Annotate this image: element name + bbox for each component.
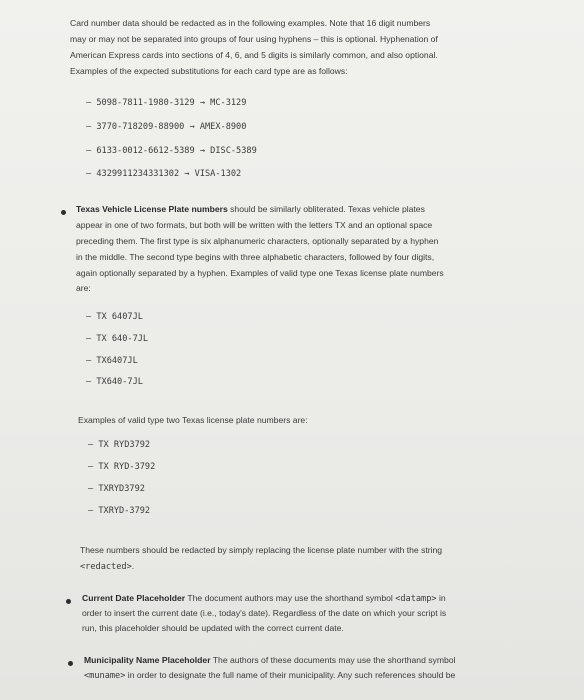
plates-redact-line (80, 559, 134, 575)
plate-example: – TX 6407JL (86, 312, 143, 322)
datamp-token: <datamp> (395, 594, 437, 604)
card-example: – 3770-718209-88900 → AMEX-8900 (86, 122, 247, 132)
plates-line: preceding them. The first type is six alphanumeric characters, optionally separated by a hyphen (76, 236, 439, 246)
plates-type-two-intro: Examples of valid type two Texas license plate numbers are: (78, 415, 308, 425)
plate-example: – TX 640-7JL (86, 334, 149, 344)
plate-example: – TX6407JL (86, 356, 138, 366)
plate-example: – TXRYD-3792 (88, 506, 151, 516)
date-line: run, this placeholder should be updated with the correct current date. (82, 623, 344, 633)
plates-line: again optionally separated by a hyphen. Examples of valid type one Texas license plate numbers (76, 268, 444, 278)
date-title: Current Date Placeholder (82, 593, 186, 603)
date-line1-text: The document authors may use the shorthand symbol (185, 593, 396, 603)
plates-line: appear in one of two formats, but both will be written with the letters TX and an optional space (76, 220, 433, 230)
plates-line (76, 202, 425, 217)
card-example: – 4329911234331302 → VISA-1302 (86, 169, 242, 179)
municipality-title: Municipality Name Placeholder (84, 655, 211, 665)
bullet-icon (61, 210, 66, 215)
plate-example: – TX RYD-3792 (88, 462, 156, 472)
date-line (82, 591, 446, 607)
bullet-icon (68, 661, 73, 666)
intro-line: Card number data should be redacted as in the following examples. Note that 16 digit numbers (70, 18, 431, 28)
municipality-line2-text: in order to designate the full name of their municipality. Any such references should be (125, 670, 456, 680)
card-example: – 6133-0012-6612-5389 → DISC-5389 (86, 146, 257, 156)
plates-line: are: (76, 283, 91, 293)
plate-example: – TX RYD3792 (88, 440, 151, 450)
plates-title: Texas Vehicle License Plate numbers (76, 204, 228, 214)
bullet-icon (66, 599, 71, 604)
date-line: order to insert the current date (i.e., today's date). Regardless of the date on which your script is (82, 608, 447, 618)
municipality-line (84, 668, 455, 684)
date-line1-end: in (436, 593, 446, 603)
plates-redact-line: These numbers should be redacted by simply replacing the license plate number with the string (80, 545, 443, 555)
intro-line: Examples of the expected substitutions for each card type are as follows: (70, 66, 348, 76)
card-example: – 5098-7811-1980-3129 → MC-3129 (86, 98, 247, 108)
intro-line: American Express cards into sections of 4, 6, and 5 digits is similarly common, and also optional. (70, 50, 438, 60)
intro-line: may or may not be separated into groups of four using hyphens – this is optional. Hyphenation of (70, 34, 438, 44)
plates-line1-text: should be similarly obliterated. Texas vehicle plates (227, 204, 425, 214)
redact-line-end: . (131, 561, 135, 571)
plates-line: in the middle. The second type begins with three alphabetic characters, followed by four digits, (76, 252, 435, 262)
muname-token: <muname> (84, 671, 126, 681)
redacted-token: <redacted> (80, 562, 132, 572)
municipality-line1-text: The authors of these documents may use the shorthand symbol (210, 655, 456, 665)
plate-example: – TX640-7JL (86, 377, 143, 387)
municipality-line (84, 653, 455, 668)
plate-example: – TXRYD3792 (88, 484, 145, 494)
